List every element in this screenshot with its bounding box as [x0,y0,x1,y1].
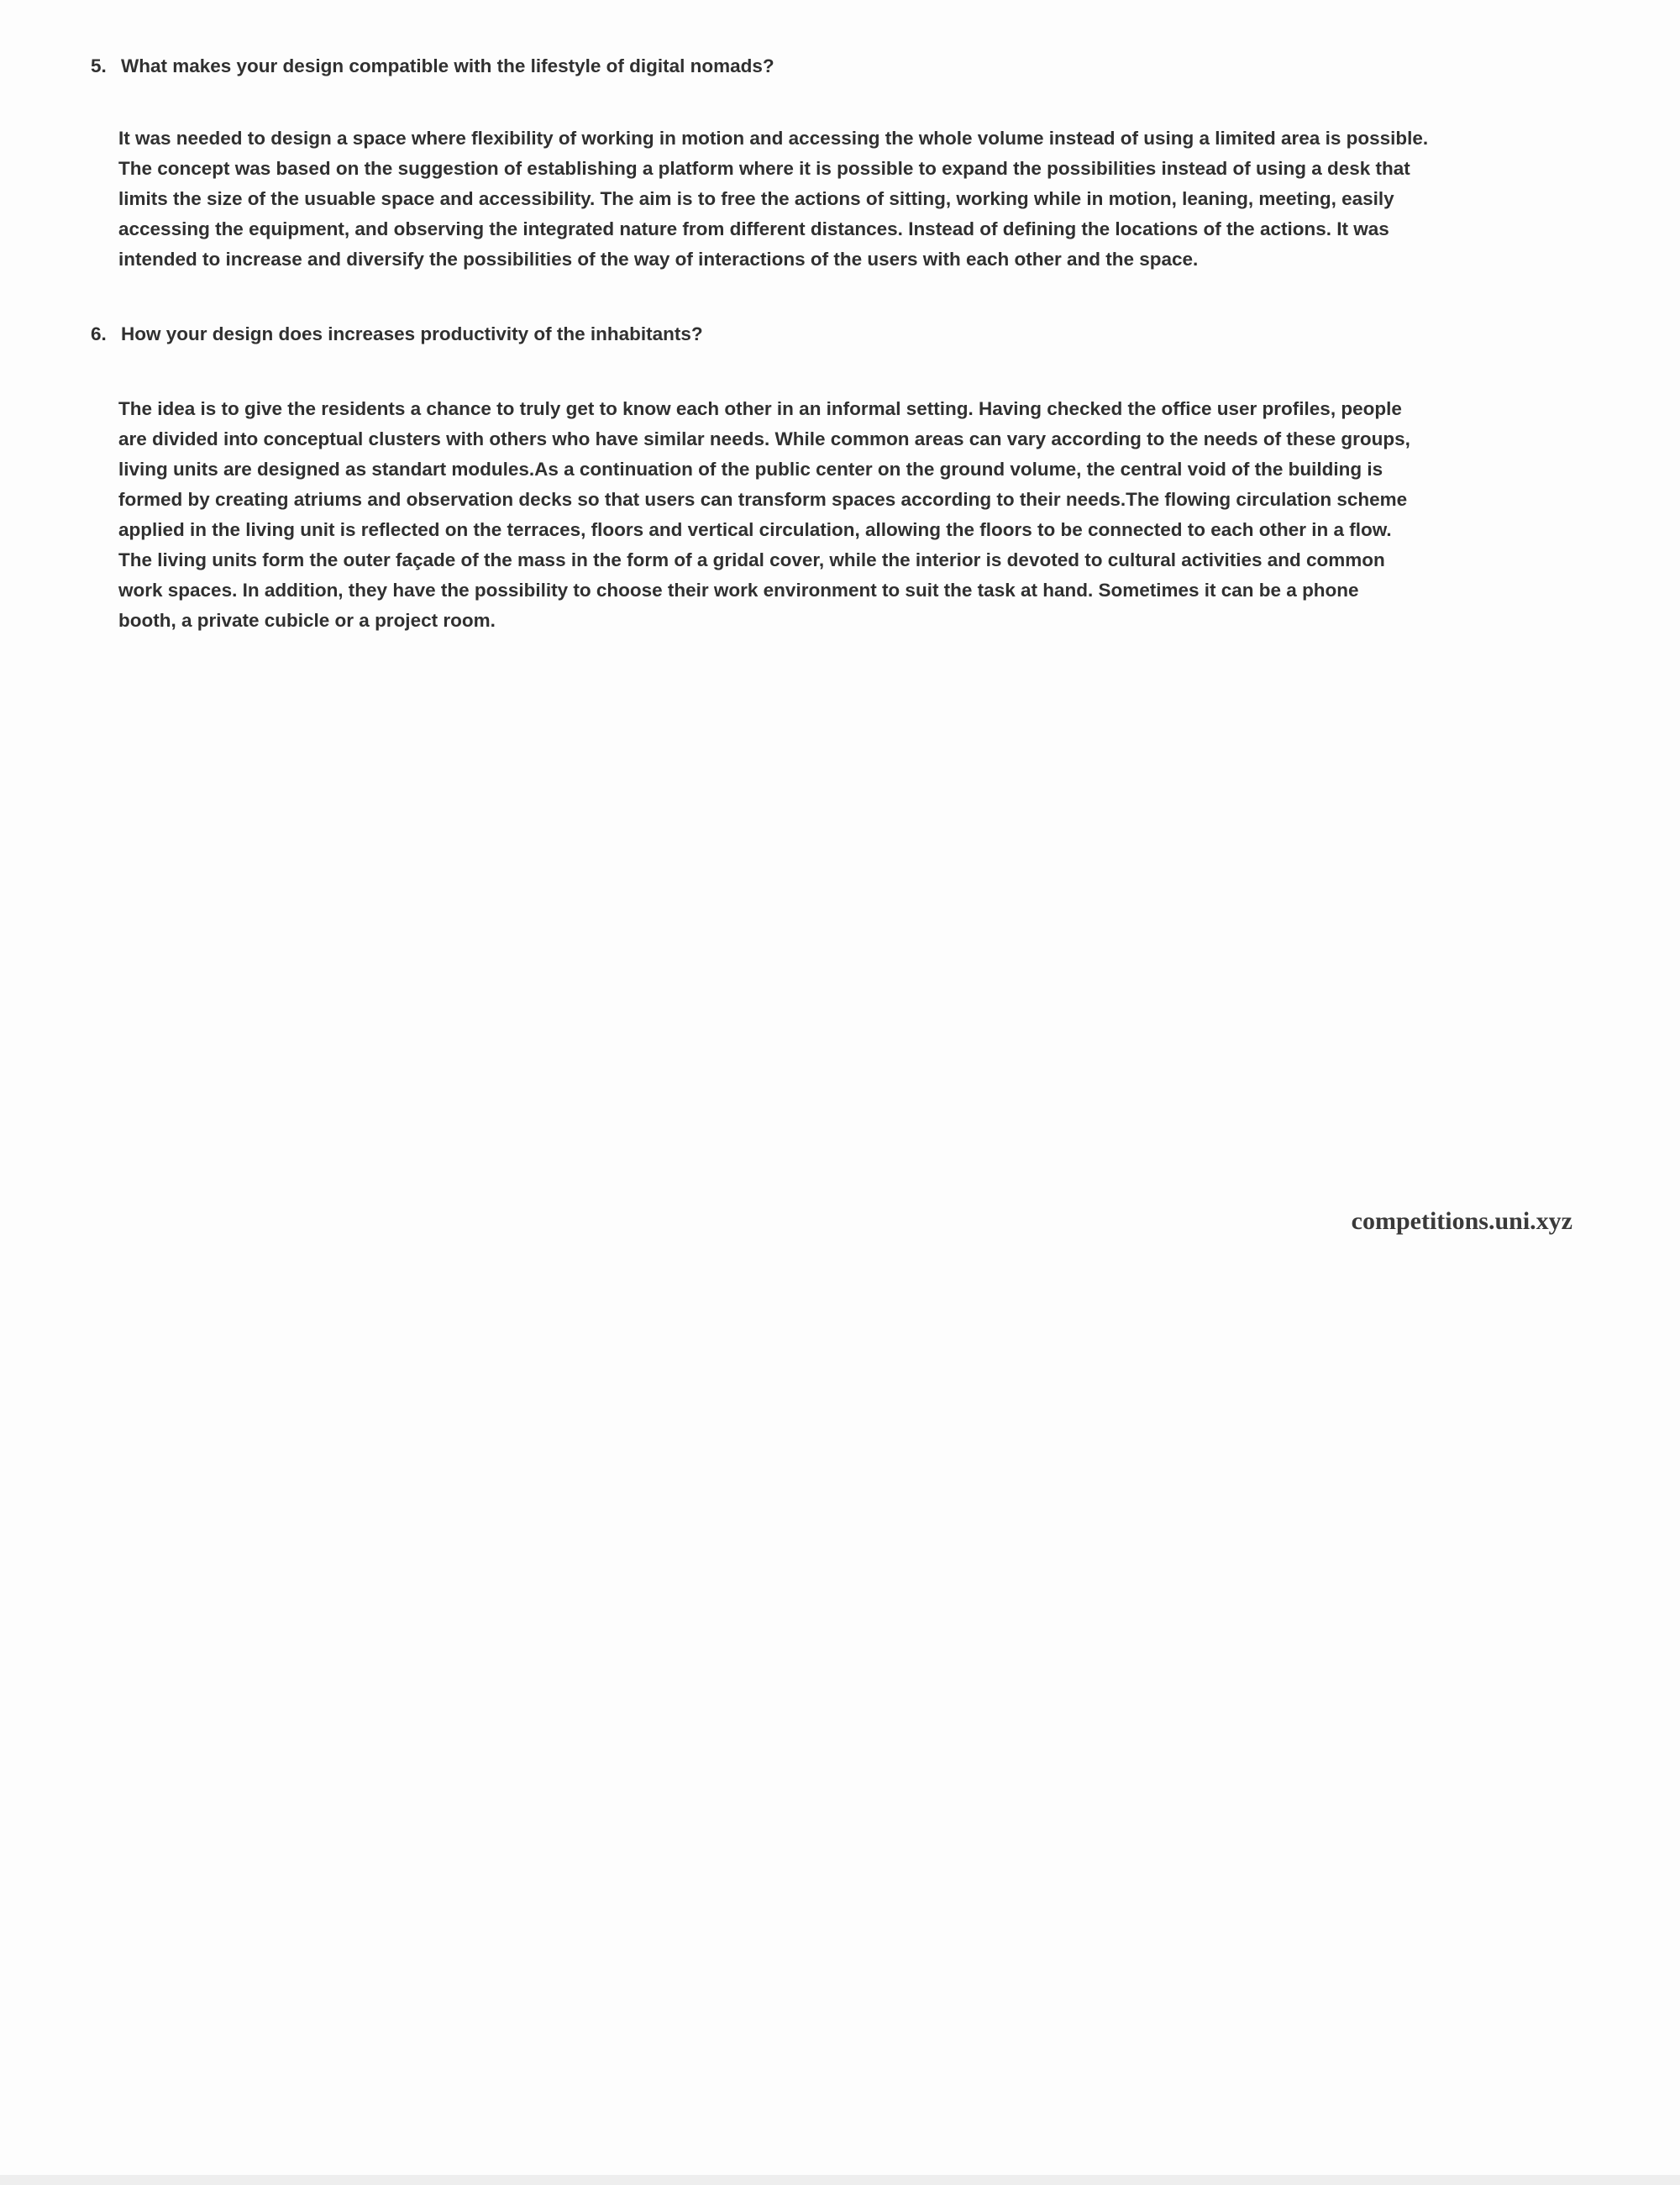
answer-line: intended to increase and diversify the possibilities of the way of interactions of the users with each other and the space. [118,249,1199,270]
answer-line: booth, a private cubicle or a project room. [118,610,496,631]
answer-line: accessing the equipment, and observing the integrated nature from different distances. Instead of defining the locations of the actions. It was [118,218,1389,239]
answer-line: limits the size of the usuable space and accessibility. The aim is to free the actions of sitting, working while in motion, leaning, meeting, easily [118,188,1394,209]
question-5-number: 5. [91,55,107,76]
answer-line: The living units form the outer façade of the mass in the form of a gridal cover, while the interior is devoted to cultural activities and common [118,549,1385,570]
answer-line: formed by creating atriums and observation decks so that users can transform spaces according to their needs.The flowing circulation scheme [118,489,1408,510]
answer-line: living units are designed as standart modules.As a continuation of the public center on the ground volume, the central void of the building is [118,459,1383,480]
question-6-text: How your design does increases productivity of the inhabitants? [121,323,703,344]
page-bottom-edge [0,2175,1680,2185]
answer-line: The concept was based on the suggestion of establishing a platform where it is possible to expand the possibilities instead of using a desk that [118,158,1410,179]
question-5-heading [91,54,1603,79]
question-5-text: What makes your design compatible with the lifestyle of digital nomads? [121,55,774,76]
question-5-answer [118,123,1572,275]
answer-line: It was needed to design a space where flexibility of working in motion and accessing the whole volume instead of using a limited area is possible. [118,128,1429,149]
answer-line: work spaces. In addition, they have the possibility to choose their work environment to suit the task at hand. Sometimes it can be a phone [118,580,1359,601]
question-6-heading [91,322,1603,347]
question-6-answer [118,394,1572,636]
answer-line: applied in the living unit is reflected on the terraces, floors and vertical circulation, allowing the floors to be connected to each other in a flow. [118,519,1392,540]
answer-line: The idea is to give the residents a chance to truly get to know each other in an informal setting. Having checked the office user profiles, people [118,398,1402,419]
answer-line: are divided into conceptual clusters with others who have similar needs. While common areas can vary according to the needs of these groups, [118,428,1410,449]
footer-url: competitions.uni.xyz [1351,1207,1572,1235]
question-6-number: 6. [91,323,107,344]
